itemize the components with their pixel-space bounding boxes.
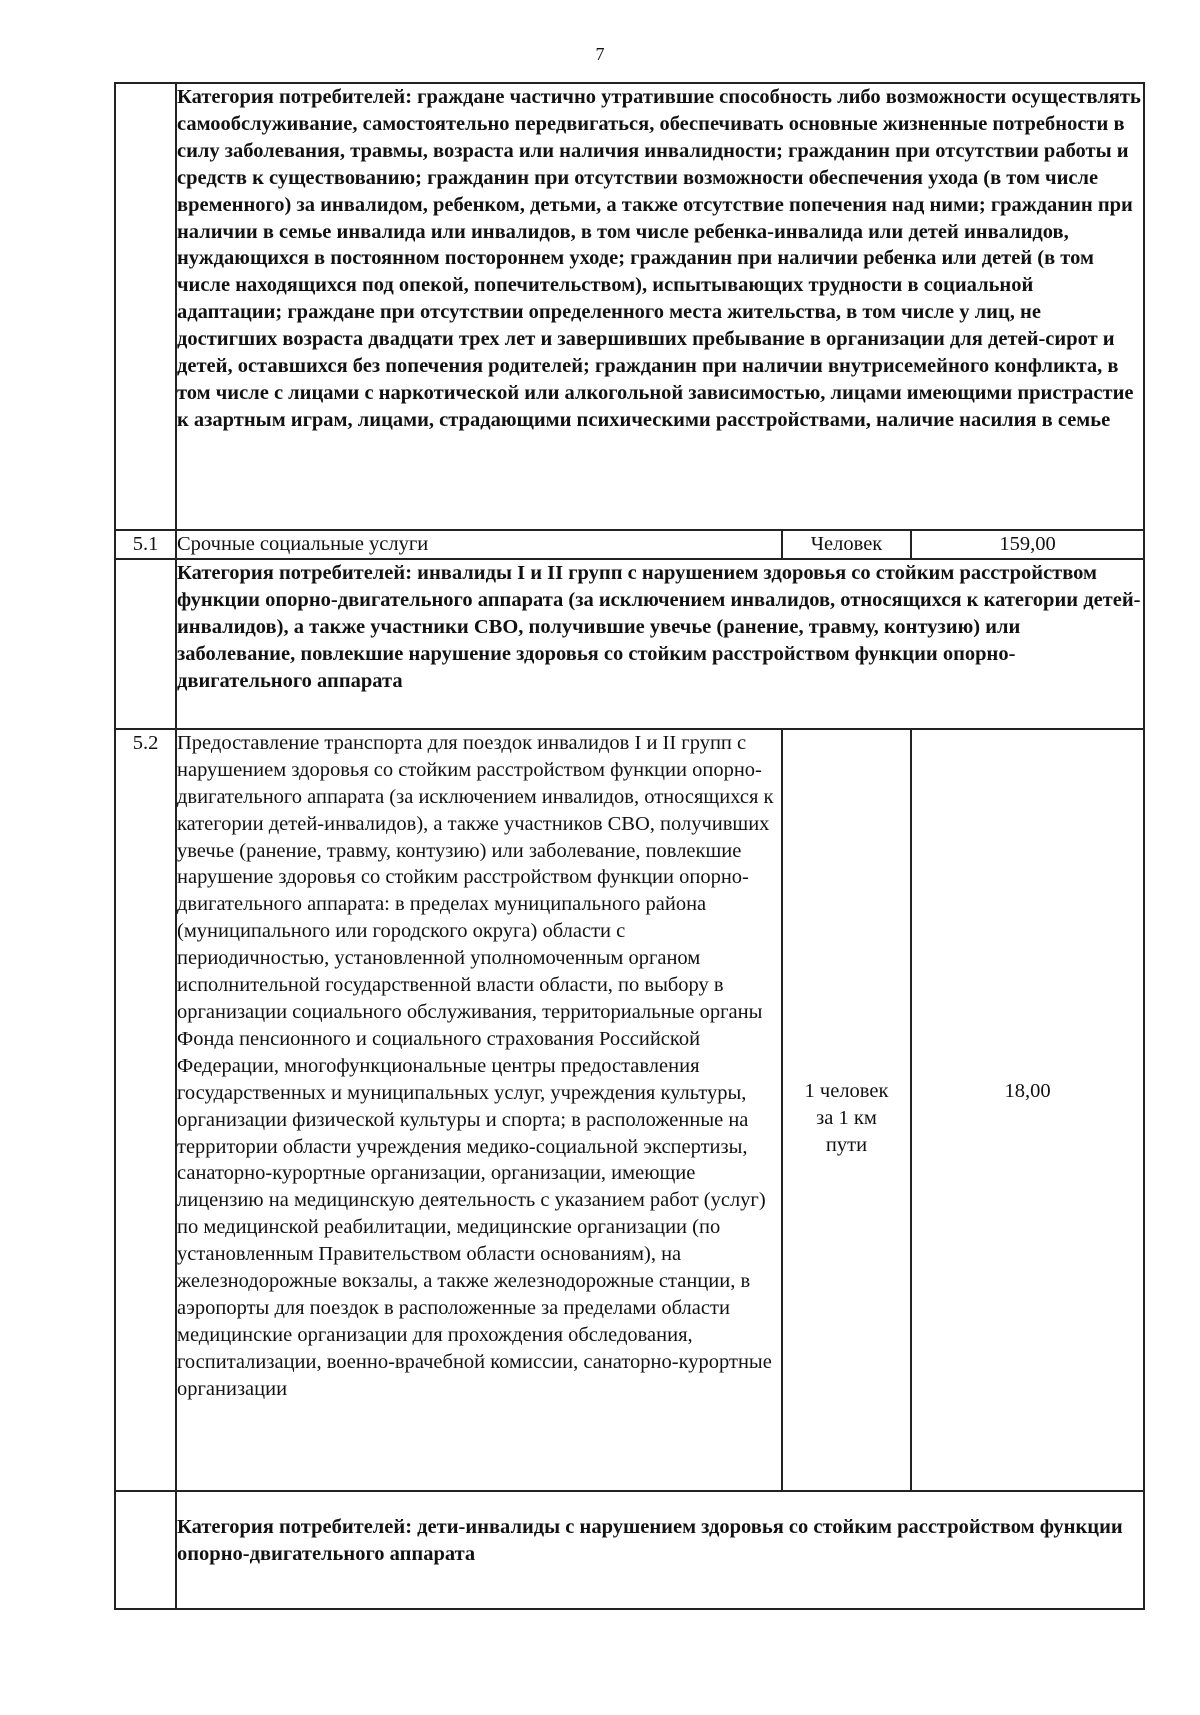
service-price: 159,00 bbox=[911, 530, 1144, 559]
empty-num-cell bbox=[115, 83, 176, 530]
service-row-5-2 bbox=[115, 729, 1144, 1491]
page-number: 7 bbox=[595, 44, 605, 64]
unit-line-2: за 1 км bbox=[816, 1106, 877, 1129]
service-price: 18,00 bbox=[1004, 1079, 1051, 1102]
service-name: Предоставление транспорта для поездок инвалидов I и II групп с нарушением здоровья со стойким расстройством функции опорно-двигательного аппарата (за исключением инвалидов, относящихся к категории детей-инвалидов), а также участников СВО, получивших увечье (ранение, травму, контузию) или заболевание, повлекшие нарушение здоровья со стойким расстройством функции опорно-двигательного аппарата: в пределах муниципального района (муниципального или городского округа) области с периодичностью, установленной уполномоченным органом исполнительной государственной власти области, по выбору в организации социального обслуживания, территориальные органы Фонда пенсионного и социального страхования Российской Федерации, многофункциональные центры предоставления государственных и муниципальных услуг, учреждения культуры, организации физической культуры и спорта; в расположенные на территории области учреждения медико-социальной экспертизы, санаторно-курортные организации, организации, имеющие лицензию на медицинскую деятельность с указанием работ (услуг) по медицинской реабилитации, медицинские организации (по установленным Правительством области основаниям), на железнодорожные вокзалы, а также железнодорожные станции, в аэропорты для поездок в расположенные за пределами области медицинские организации для прохождения обследования, госпитализации, военно-врачебной комиссии, санаторно-курортные организации bbox=[176, 729, 782, 1491]
service-unit: Человек bbox=[782, 530, 911, 559]
row-number: 5.2 bbox=[115, 729, 176, 1491]
category-text-2: Категория потребителей: инвалиды I и II групп с нарушением здоровья со стойким расстройством функции опорно-двигательного аппарата (за исключением инвалидов, относящихся к категории детей-инвалидов), а также участники СВО, получившие увечье (ранение, травму, контузию) или заболевание, повлекшие нарушение здоровья со стойким расстройством функции опорно-двигательного аппарата bbox=[176, 559, 1144, 729]
category-text-1: Категория потребителей: граждане частично утратившие способность либо возможности осуществлять самообслуживание, самостоятельно передвигаться, обеспечивать основные жизненные потребности в силу заболевания, травмы, возраста или наличия инвалидности; гражданин при отсутствии работы и средств к существованию; гражданин при отсутствии возможности обеспечения ухода (в том числе временного) за инвалидом, ребенком, детьми, а также отсутствие попечения над ними; гражданин при наличии в семье инвалида или инвалидов, в том числе ребенка-инвалида или детей инвалидов, нуждающихся в постоянном постороннем уходе; гражданин при наличии ребенка или детей (в том числе находящихся под опекой, попечительством), испытывающих трудности в социальной адаптации; граждане при отсутствии определенного места жительства, в том числе у лиц, не достигших возраста двадцати трех лет и завершивших пребывание в организации для детей-сирот и детей, оставшихся без попечения родителей; гражданин при наличии внутрисемейного конфликта, в том числе с лицами с наркотической или алкогольной зависимостью, лицами имеющими пристрастие к азартным играм, лицами, страдающими психическими расстройствами, наличие насилия в семье bbox=[176, 83, 1144, 530]
service-name: Срочные социальные услуги bbox=[176, 530, 782, 559]
service-row-5-1 bbox=[115, 530, 1144, 559]
service-unit bbox=[782, 729, 911, 1491]
empty-num-cell bbox=[115, 1491, 176, 1609]
category-row-3 bbox=[115, 1491, 1144, 1609]
row-number: 5.1 bbox=[115, 530, 176, 559]
category-text-3: Категория потребителей: дети-инвалиды с нарушением здоровья со стойким расстройством функции опорно-двигательного аппарата bbox=[177, 1515, 1123, 1565]
unit-line-1: 1 человек bbox=[804, 1079, 889, 1102]
service-price-cell bbox=[911, 729, 1144, 1491]
unit-line-3: пути bbox=[825, 1133, 868, 1156]
empty-num-cell bbox=[115, 559, 176, 729]
category-row-2 bbox=[115, 559, 1144, 729]
category-cell-3 bbox=[176, 1491, 1144, 1609]
services-table bbox=[114, 82, 1145, 1610]
category-row-1 bbox=[115, 83, 1144, 530]
